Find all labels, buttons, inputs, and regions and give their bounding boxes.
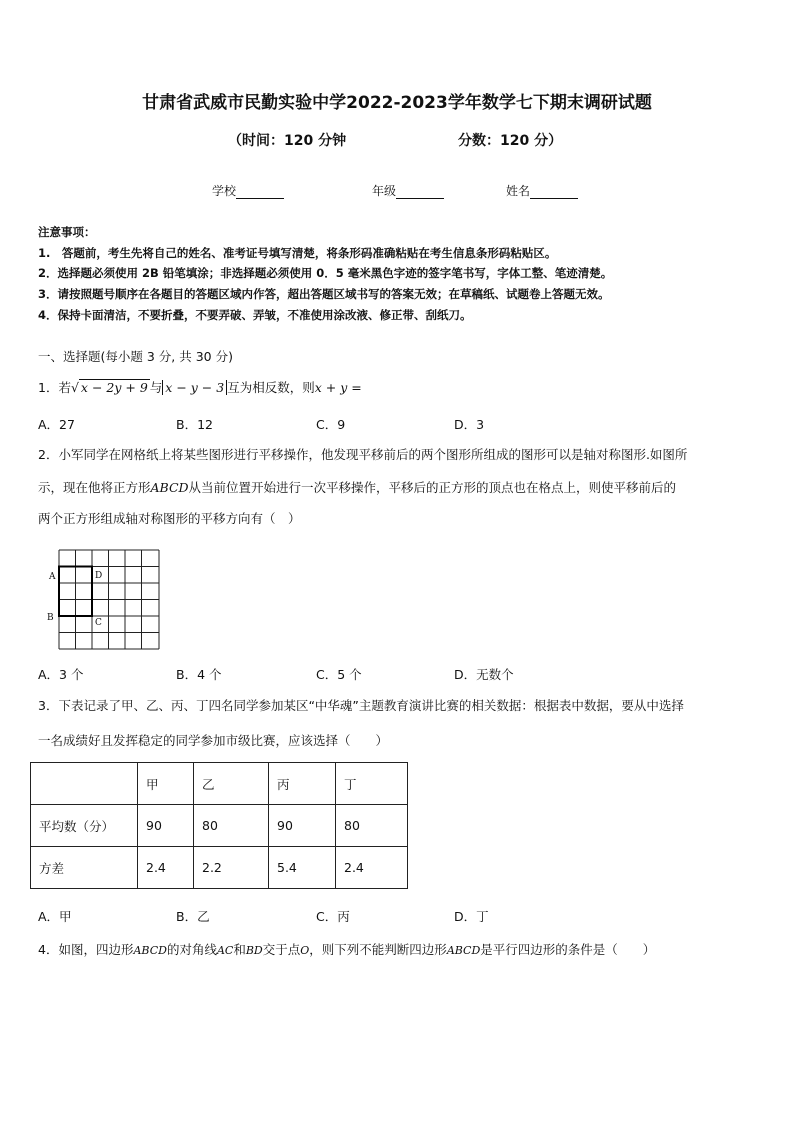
option-b: B．乙 bbox=[176, 909, 210, 924]
q2-line-2b: 从当前位置开始进行一次平移操作，平移后的正方形的顶点也在格点上，则使平移前后的 bbox=[188, 480, 677, 495]
name-field bbox=[506, 182, 578, 199]
q1-prefix: 1．若 bbox=[38, 380, 71, 395]
notice-item: 1. 答题前，考生先将自己的姓名、准考证号填写清楚，将条形码准确粘贴在考生信息条形码粘贴区。 bbox=[38, 246, 557, 260]
name-blank[interactable] bbox=[530, 186, 578, 199]
grade-label: 年级 bbox=[372, 184, 397, 198]
question-4 bbox=[38, 941, 655, 960]
table-cell bbox=[31, 763, 138, 805]
q2-line-2a: 示，现在他将正方形 bbox=[38, 480, 151, 495]
q1-mid: 与 bbox=[149, 380, 163, 395]
sqrt-symbol: √ bbox=[70, 380, 79, 395]
option-a: A．3 个 bbox=[38, 667, 84, 682]
notice-heading: 注意事项： bbox=[38, 225, 96, 239]
table-cell: 甲 bbox=[138, 763, 194, 805]
q1-ask: x + y = bbox=[314, 380, 362, 395]
table-cell: 90 bbox=[138, 805, 194, 847]
q4-var: AC bbox=[216, 944, 234, 957]
option-c: C．9 bbox=[316, 417, 346, 432]
paper-title: 甘肃省武威市民勤实验中学2022-2023学年数学七下期末调研试题 bbox=[142, 93, 652, 113]
table-cell: 80 bbox=[194, 805, 269, 847]
q2-line-3: 两个正方形组成轴对称图形的平移方向有（ ） bbox=[38, 511, 301, 526]
q4-var: ABCD bbox=[133, 944, 167, 957]
table-cell: 2.4 bbox=[336, 847, 408, 889]
q2-square-var: ABCD bbox=[150, 480, 189, 495]
option-b: B．12 bbox=[176, 417, 213, 432]
table-header-row bbox=[31, 763, 408, 805]
q3-line-2: 一名成绩好且发挥稳定的同学参加市级比赛，应该选择（ ） bbox=[38, 733, 389, 748]
q4-text: 和 bbox=[233, 942, 246, 957]
q2-line-2 bbox=[38, 479, 676, 497]
grid-figure bbox=[58, 549, 162, 651]
q2-line-1: 2．小军同学在网格纸上将某些图形进行平移操作，他发现平移前后的两个图形所组成的图形可以是轴对称图形.如图所 bbox=[38, 447, 688, 462]
exam-score: 分数：120 分） bbox=[458, 133, 563, 149]
q4-text: 4．如图，四边形 bbox=[38, 942, 134, 957]
grade-blank[interactable] bbox=[396, 186, 444, 199]
grade-field bbox=[372, 182, 444, 199]
option-c: C．丙 bbox=[316, 909, 350, 924]
q4-var: ABCD bbox=[446, 944, 481, 957]
exam-time: （时间：120 分钟 bbox=[228, 133, 347, 149]
q4-text: 是平行四边形的条件是（ ） bbox=[480, 942, 656, 957]
section-heading: 一、选择题(每小题 3 分, 共 30 分) bbox=[38, 349, 233, 364]
q3-line-1: 3．下表记录了甲、乙、丙、丁四名同学参加某区“中华魂”主题教育演讲比赛的相关数据：根据表中数据，要从中选择 bbox=[38, 698, 684, 713]
label-b: B bbox=[47, 613, 54, 623]
notice-item: 3．请按照题号顺序在各题目的答题区域内作答，超出答题区域书写的答案无效；在草稿纸、试题卷上答题无效。 bbox=[38, 287, 610, 301]
option-d: D．3 bbox=[454, 417, 485, 432]
table-cell: 平均数（分） bbox=[31, 805, 138, 847]
table-cell: 90 bbox=[269, 805, 336, 847]
notice-item: 2．选择题必须使用 2B 铅笔填涂；非选择题必须使用 0．5 毫米黑色字迹的签字笔书写，字体工整、笔迹清楚。 bbox=[38, 266, 613, 280]
name-label: 姓名 bbox=[506, 184, 531, 198]
stats-table bbox=[30, 762, 408, 889]
option-b: B．4 个 bbox=[176, 667, 222, 682]
label-a: A bbox=[49, 572, 56, 582]
q1-sqrt-expr: x − 2y + 9 bbox=[80, 380, 148, 395]
table-row bbox=[31, 805, 408, 847]
option-d: D．无数个 bbox=[454, 667, 514, 682]
table-cell: 80 bbox=[336, 805, 408, 847]
q4-var: O bbox=[300, 944, 310, 957]
option-a: A．27 bbox=[38, 417, 75, 432]
table-cell: 2.4 bbox=[138, 847, 194, 889]
school-label: 学校 bbox=[212, 184, 237, 198]
table-row bbox=[31, 847, 408, 889]
q1-suffix: 互为相反数，则 bbox=[227, 380, 315, 395]
q4-var: BD bbox=[245, 944, 263, 957]
table-cell: 5.4 bbox=[269, 847, 336, 889]
question-1 bbox=[38, 379, 362, 397]
q1-abs-expr: x − y − 3 bbox=[162, 380, 227, 395]
label-d: D bbox=[95, 571, 103, 581]
label-c: C bbox=[95, 618, 102, 628]
school-blank[interactable] bbox=[236, 186, 284, 199]
option-d: D．丁 bbox=[454, 909, 489, 924]
q4-text: 交于点 bbox=[262, 942, 301, 957]
table-cell: 2.2 bbox=[194, 847, 269, 889]
table-cell: 丁 bbox=[336, 763, 408, 805]
option-c: C．5 个 bbox=[316, 667, 362, 682]
table-cell: 丙 bbox=[269, 763, 336, 805]
q4-text: ，则下列不能判断四边形 bbox=[309, 942, 447, 957]
option-a: A．甲 bbox=[38, 909, 72, 924]
school-field bbox=[212, 182, 284, 199]
q4-text: 的对角线 bbox=[166, 942, 217, 957]
table-cell: 方差 bbox=[31, 847, 138, 889]
notice-item: 4．保持卡面清洁，不要折叠，不要弄破、弄皱，不准使用涂改液、修正带、刮纸刀。 bbox=[38, 308, 472, 322]
table-cell: 乙 bbox=[194, 763, 269, 805]
grid-lines bbox=[59, 550, 159, 649]
